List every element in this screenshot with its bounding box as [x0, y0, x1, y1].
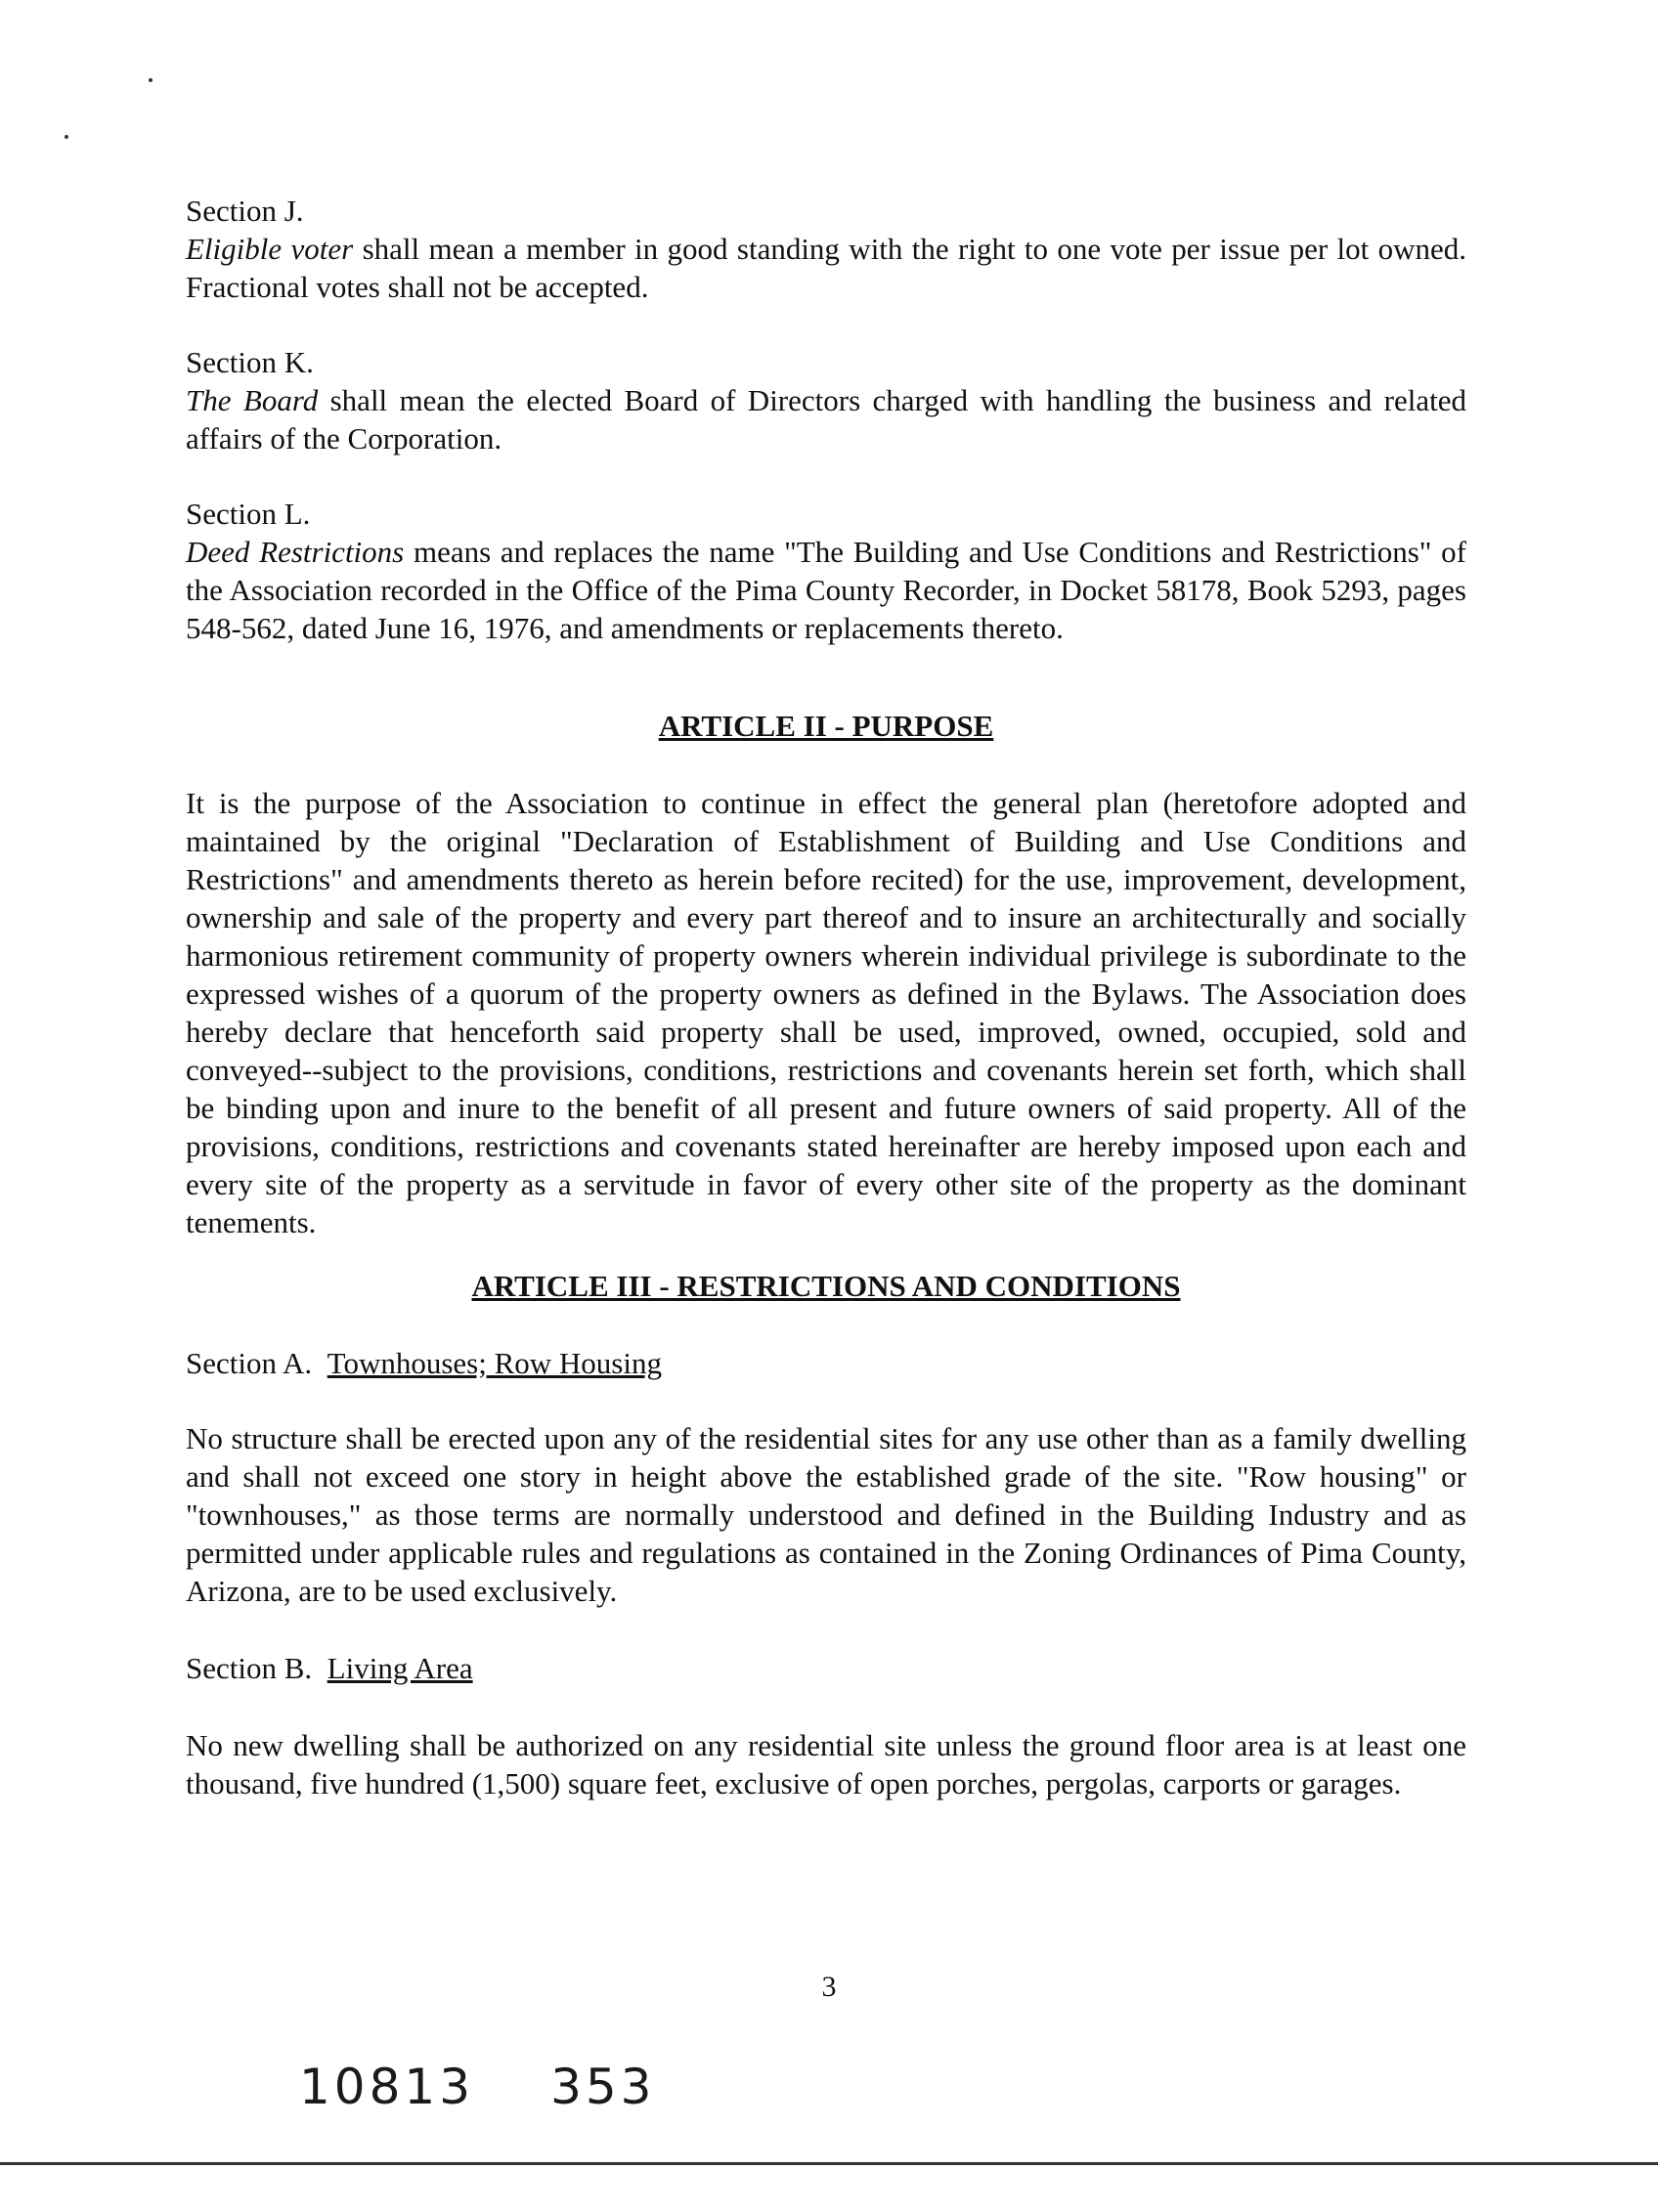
- section-j-paragraph: [186, 230, 1466, 306]
- document-body: [186, 192, 1466, 1802]
- section-l-term: Deed Restrictions: [186, 535, 405, 569]
- section-b-heading: [186, 1649, 1466, 1687]
- recording-docket: 10813: [299, 2059, 475, 2115]
- section-a-heading: [186, 1344, 1466, 1382]
- section-k-term: The Board: [186, 383, 319, 417]
- section-k-paragraph: [186, 381, 1466, 457]
- section-l-paragraph: [186, 533, 1466, 647]
- section-b-label: Section B.: [186, 1651, 313, 1685]
- section-l: [186, 495, 1466, 647]
- section-l-label: Section L.: [186, 497, 311, 531]
- section-a-title: Townhouses; Row Housing: [327, 1346, 662, 1380]
- section-a-paragraph: No structure shall be erected upon any of the residential sites for any use other than as a family dwelling and shall not exceed one story in height above the established grade of the site. "Row housing" or "townhouses," as those terms are normally understood and defined in the Building Industry and as permitted under applicable rules and regulations as contained in the Zoning Ordinances of Pima County, Arizona, are to be used exclusively.: [186, 1421, 1466, 1608]
- article-ii-paragraph: It is the purpose of the Association to continue in effect the general plan (heretofore adopted and maintained by the original "Declaration of Establishment of Building and Use Conditions and Restrictions" and amendments thereto as herein before recited) for the use, improvement, development, ownership and sale of the property and every part thereof and to insure an architecturally and socially harmonious retirement community of property owners wherein individual privilege is subordinate to the expressed wishes of a quorum of the property owners as defined in the Bylaws. The Association does hereby declare that henceforth said property shall be used, improved, owned, occupied, sold and conveyed--subject to the provisions, conditions, restrictions and covenants herein set forth, which shall be binding upon and inure to the benefit of all present and future owners of said property. All of the provisions, conditions, restrictions and covenants stated hereinafter are hereby imposed upon each and every site of the property as a servitude in favor of every other site of the property as the dominant tenements.: [186, 786, 1466, 1239]
- page-number: 3: [821, 1971, 837, 2003]
- section-a-label: Section A.: [186, 1346, 313, 1380]
- recording-page: 353: [550, 2059, 656, 2115]
- section-k: [186, 343, 1466, 457]
- article-iii-title: ARTICLE III - RESTRICTIONS AND CONDITIONS: [471, 1269, 1181, 1303]
- section-j-term: Eligible voter: [186, 232, 354, 266]
- section-k-text: shall mean the elected Board of Directors charged with handling the business and related affairs of the Corporation.: [186, 383, 1466, 455]
- section-b-paragraph: No new dwelling shall be authorized on any residential site unless the ground floor area is at least one thousand, five hundred (1,500) square feet, exclusive of open porches, pergolas, carports or garages.: [186, 1728, 1466, 1800]
- scan-speck: [65, 135, 68, 139]
- recording-number: [299, 2059, 656, 2115]
- section-b-title: Living Area: [327, 1651, 473, 1685]
- section-j-text: shall mean a member in good standing with the right to one vote per issue per lot owned. Fractional votes shall not be accepted.: [186, 232, 1467, 304]
- section-k-label: Section K.: [186, 345, 314, 379]
- section-l-text: means and replaces the name "The Building and Use Conditions and Restrictions" of the Association recorded in the Office of the Pima County Recorder, in Docket 58178, Book 5293, pages 548-562, dated June 16, 1976, and amendments or replacements thereto.: [186, 535, 1466, 645]
- section-j: [186, 192, 1466, 306]
- section-j-label: Section J.: [186, 194, 304, 228]
- scan-speck: [149, 78, 153, 82]
- article-ii-title: ARTICLE II - PURPOSE: [658, 709, 994, 743]
- bottom-rule: [0, 2162, 1658, 2165]
